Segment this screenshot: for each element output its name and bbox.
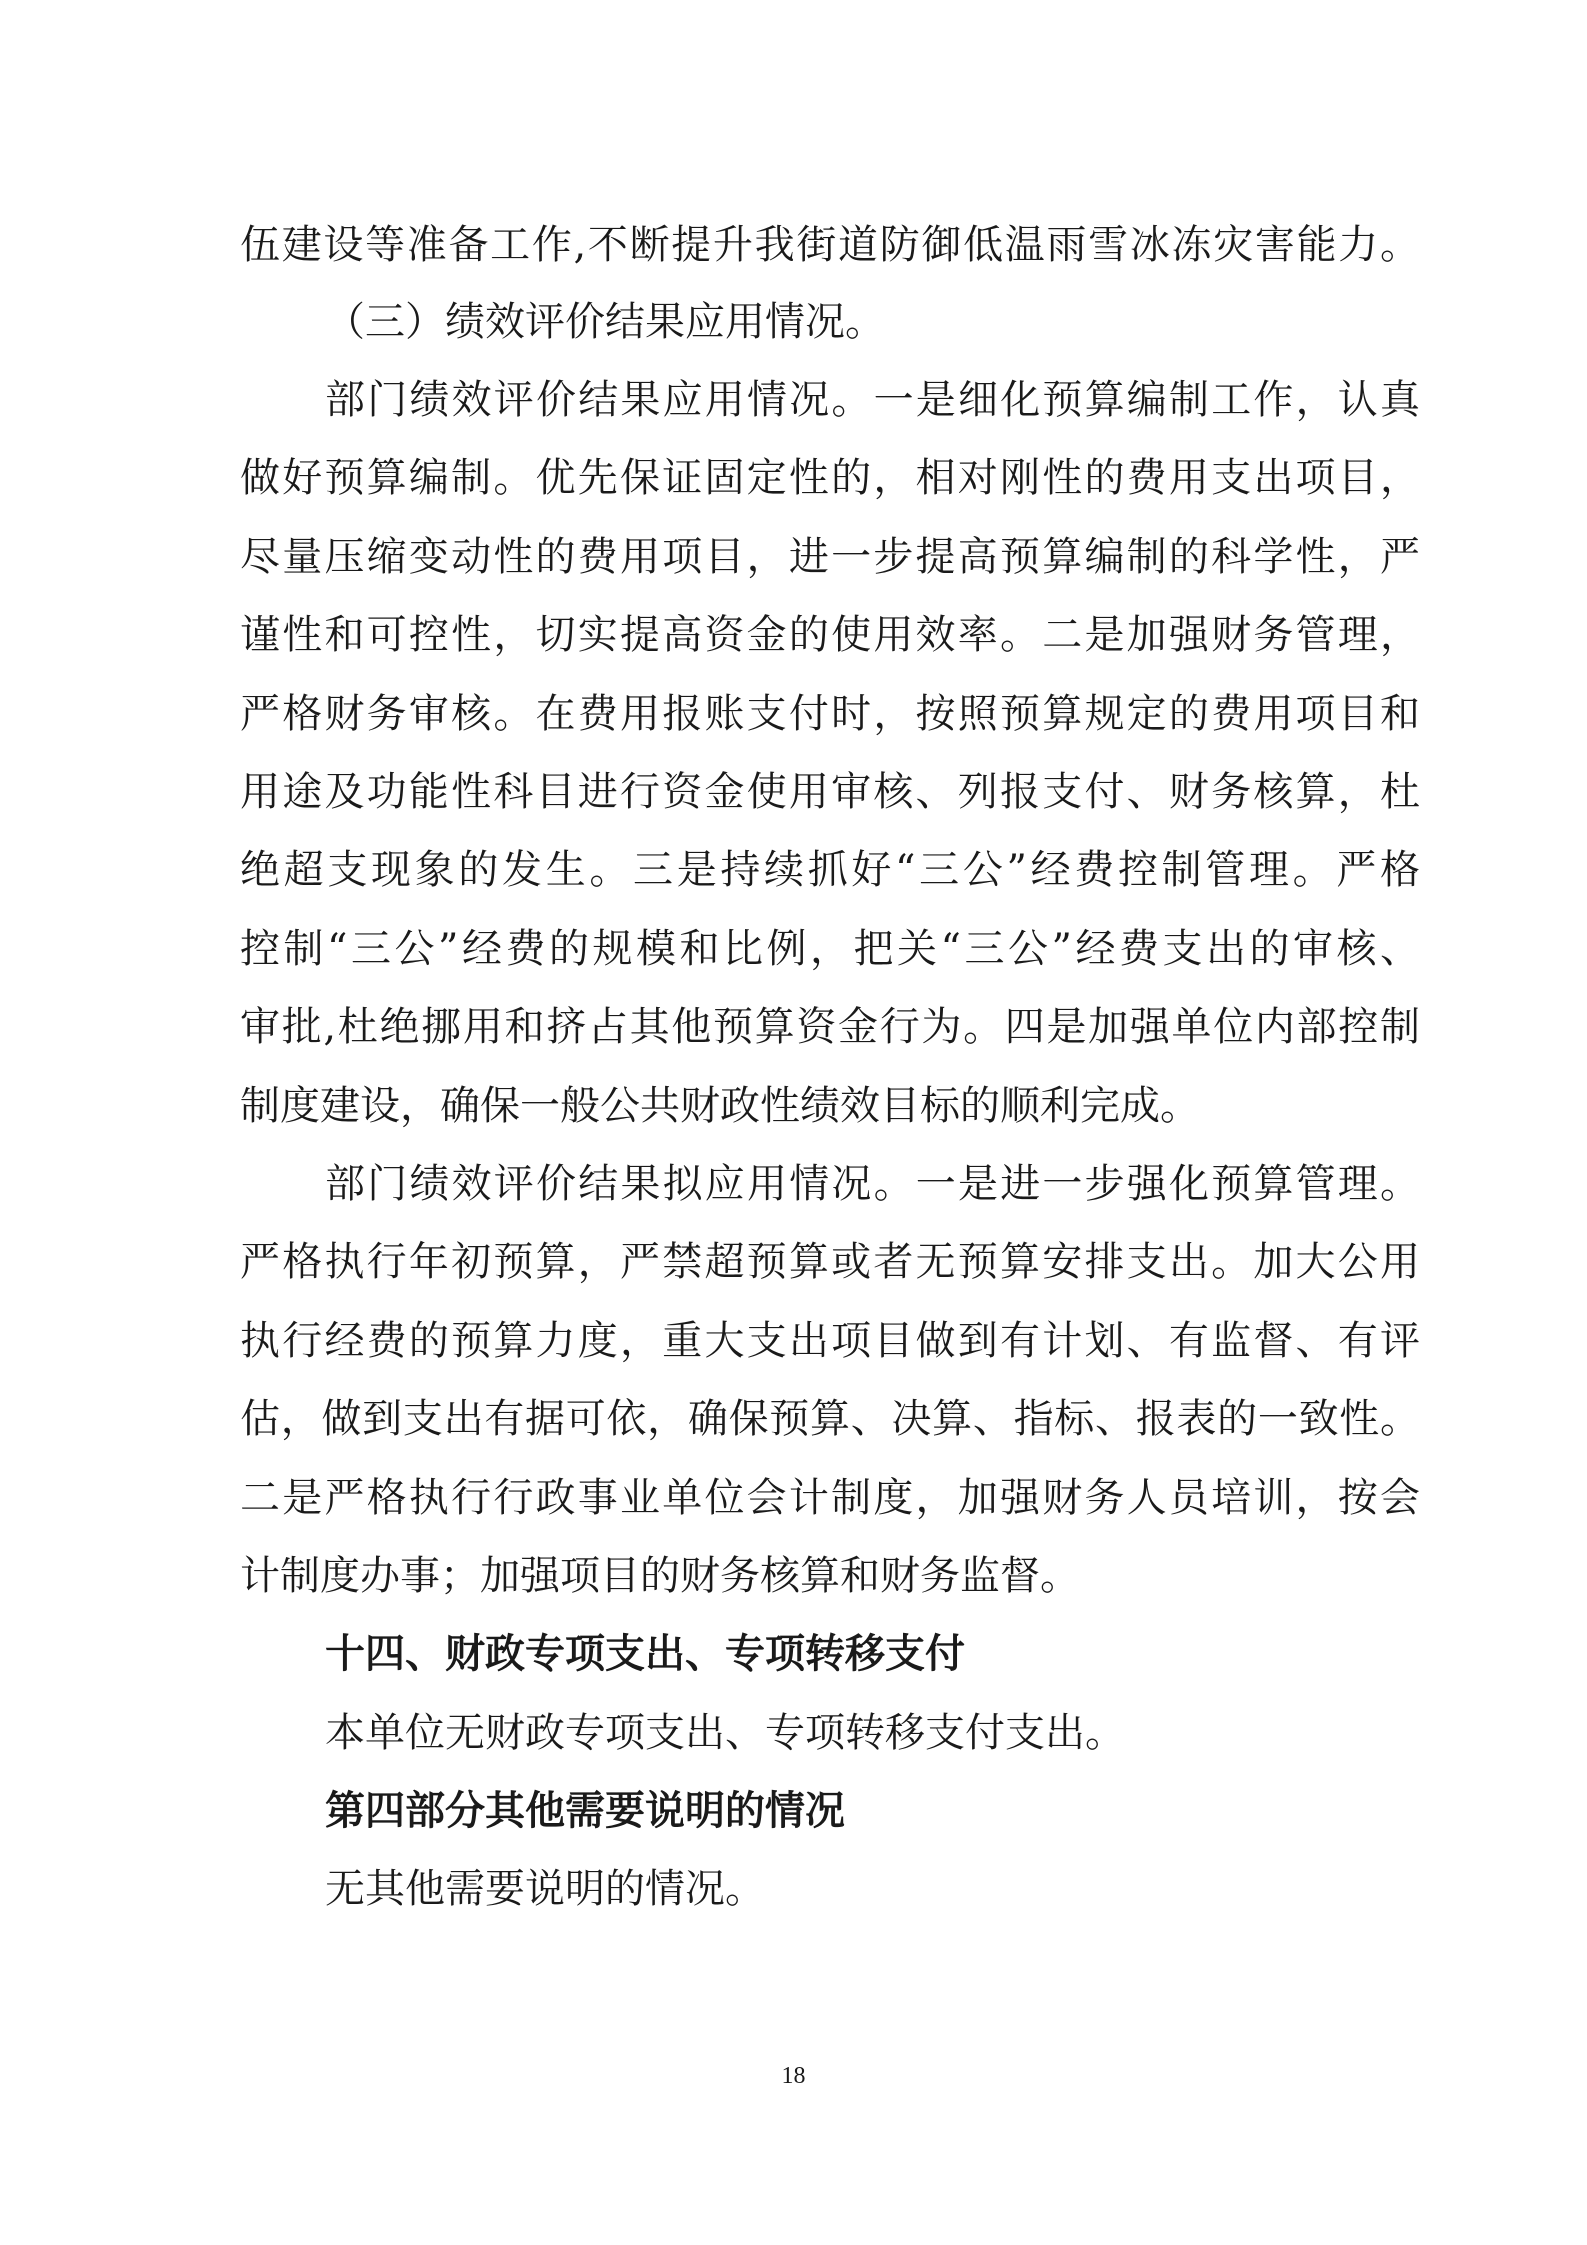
paragraph-line: 用途及功能性科目进行资金使用审核、列报支付、财务核算，杜 bbox=[240, 769, 1420, 815]
paragraph-line: 本单位无财政专项支出、专项转移支付支出。 bbox=[325, 1710, 1125, 1756]
paragraph-line: 谨性和可控性，切实提高资金的使用效率。二是加强财务管理， bbox=[240, 612, 1420, 658]
paragraph-line: 控制“三公”经费的规模和比例，把关“三公”经费支出的审核、 bbox=[240, 926, 1420, 972]
paragraph-line: 计制度办事；加强项目的财务核算和财务监督。 bbox=[240, 1553, 1080, 1599]
paragraph-line: 二是严格执行行政事业单位会计制度，加强财务人员培训，按会 bbox=[240, 1475, 1420, 1521]
paragraph-line: 无其他需要说明的情况。 bbox=[325, 1866, 765, 1912]
paragraph-line: 审批,杜绝挪用和挤占其他预算资金行为。四是加强单位内部控制 bbox=[240, 1004, 1420, 1050]
paragraph-line: 严格执行年初预算，严禁超预算或者无预算安排支出。加大公用 bbox=[240, 1239, 1420, 1285]
paragraph-line: 绝超支现象的发生。三是持续抓好“三公”经费控制管理。严格 bbox=[240, 847, 1420, 893]
section-heading: （三）绩效评价结果应用情况。 bbox=[325, 299, 885, 345]
page-number: 18 bbox=[781, 2063, 806, 2089]
paragraph-line: 制度建设，确保一般公共财政性绩效目标的顺利完成。 bbox=[240, 1083, 1200, 1129]
paragraph-line: 部门绩效评价结果应用情况。一是细化预算编制工作，认真 bbox=[325, 377, 1420, 423]
part-four-heading: 第四部分其他需要说明的情况 bbox=[325, 1788, 845, 1834]
section-heading-fourteen: 十四、财政专项支出、专项转移支付 bbox=[325, 1630, 965, 1677]
paragraph-line: 执行经费的预算力度，重大支出项目做到有计划、有监督、有评 bbox=[240, 1318, 1420, 1364]
paragraph-line: 估，做到支出有据可依，确保预算、决算、指标、报表的一致性。 bbox=[240, 1396, 1420, 1442]
paragraph-line: 严格财务审核。在费用报账支付时，按照预算规定的费用项目和 bbox=[240, 691, 1420, 737]
paragraph-line: 做好预算编制。优先保证固定性的，相对刚性的费用支出项目， bbox=[240, 455, 1420, 501]
paragraph-line: 部门绩效评价结果拟应用情况。一是进一步强化预算管理。 bbox=[325, 1161, 1420, 1207]
paragraph-line: 伍建设等准备工作,不断提升我街道防御低温雨雪冰冻灾害能力。 bbox=[240, 222, 1420, 268]
paragraph-line: 尽量压缩变动性的费用项目，进一步提高预算编制的科学性，严 bbox=[240, 534, 1420, 580]
